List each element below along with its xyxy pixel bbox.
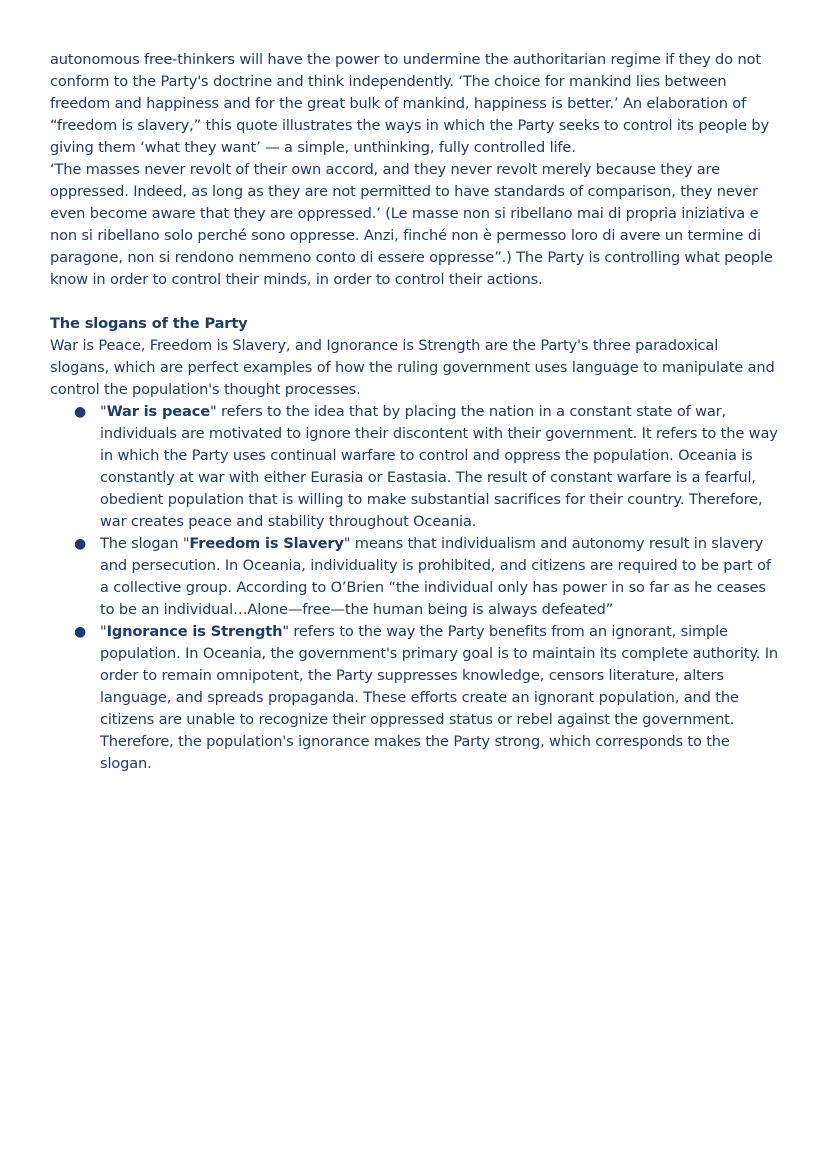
list-item-war-is-peace xyxy=(50,401,780,533)
slogan-freedom-is-slavery: Freedom is Slavery xyxy=(189,535,344,552)
list-item-ignorance-is-strength xyxy=(50,621,780,775)
list-item-text: " means that individualism and autonomy result in slavery and persecution. In Oceania, individuality is prohibited, and citizens are required to be part of a collective group. According to O’Brien “the individual only has power in so far as he ceases to be an individual…Alone—free—the human being is always defeated” xyxy=(100,535,771,618)
list-item-freedom-is-slavery xyxy=(50,533,780,621)
list-item-text: " refers to the way the Party benefits from an ignorant, simple population. In Oceania, the government's primary goal is to maintain its complete authority. In order to remain omnipotent, the Party suppresses knowledge, censors literature, alters language, and spreads propaganda. These efforts create an ignorant population, and the citizens are unable to recognize their oppressed status or rebel against the government. Therefore, the population's ignorance makes the Party strong, which corresponds to the slogan. xyxy=(100,623,778,772)
slogan-war-is-peace: War is peace xyxy=(106,403,210,420)
list-item-prefix: " xyxy=(100,403,107,420)
slogans-intro-paragraph: War is Peace, Freedom is Slavery, and Ignorance is Strength are the Party's three paradoxical slogans, which are perfect examples of how the ruling government uses language to manipulate and control the population's thought processes. xyxy=(50,337,775,398)
list-item-prefix: The slogan " xyxy=(100,535,190,552)
section-heading: The slogans of the Party xyxy=(50,315,248,332)
intro-paragraph-2: ‘The masses never revolt of their own accord, and they never revolt merely because they are oppressed. Indeed, as long as they are not permitted to have standards of comparison, they never even become aware that they are oppressed.’ (Le masse non si ribellano mai di propria iniziativa e non si ribellano solo perché sono oppresse. Anzi, finché non è permesso loro di avere un termine di paragone, non si rendono nemmeno conto di essere oppresse”.) The Party is controlling what people know in order to control their minds, in order to control their actions. xyxy=(50,161,773,288)
intro-paragraph-1: autonomous free-thinkers will have the power to undermine the authoritarian regime if they do not conform to the Party's doctrine and think independently. ‘The choice for mankind lies between freedom and happiness and for the great bulk of mankind, happiness is better.’ An elaboration of “freedom is slavery,” this quote illustrates the ways in which the Party seeks to control its people by giving them ‘what they want’ — a simple, unthinking, fully controlled life. xyxy=(50,51,769,156)
bullet-icon: ● xyxy=(74,624,87,640)
list-item-text: " refers to the idea that by placing the nation in a constant state of war, individuals are motivated to ignore their discontent with their government. It refers to the way in which the Party uses continual warfare to control and oppress the population. Oceania is constantly at war with either Eurasia or Eastasia. The result of constant warfare is a fearful, obedient population that is willing to make substantial sacrifices for their country. Therefore, war creates peace and stability throughout Oceania. xyxy=(100,403,778,530)
bullet-icon: ● xyxy=(74,536,87,552)
document-page xyxy=(50,49,780,775)
bullet-icon: ● xyxy=(74,404,87,420)
slogans-list xyxy=(50,401,780,775)
list-item-prefix: " xyxy=(100,623,107,640)
slogan-ignorance-is-strength: Ignorance is Strength xyxy=(106,623,283,640)
paragraph-spacer xyxy=(50,291,780,313)
